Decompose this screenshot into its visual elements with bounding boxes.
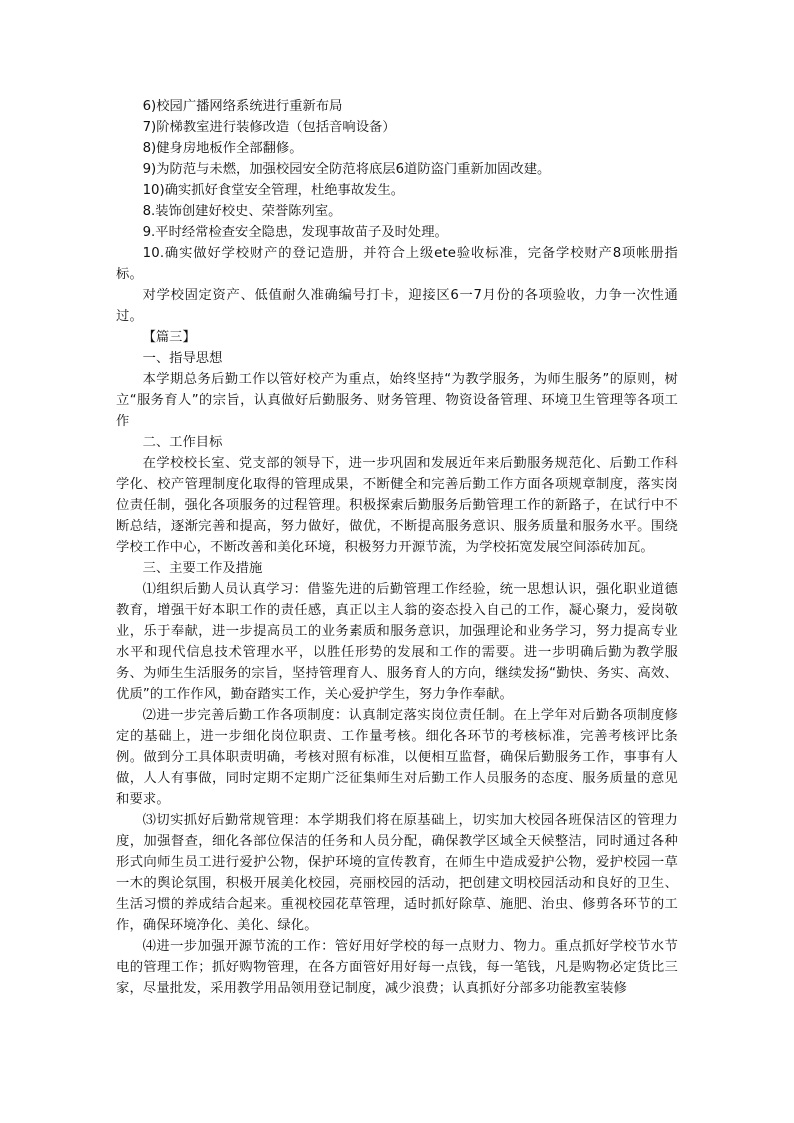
section-title: 一、指导思想 bbox=[142, 351, 223, 366]
paragraph-measure-1: ⑴组织后勤人员认真学习：借鉴先进的后勤管理工作经验，统一思想认识，强化职业道德教育，增强干好本职工作的责任感，真正以主人翁的姿态投入自己的工作，凝心聚力，爱岗敬业，乐于奉献，进一步提高员工的业务素质和服务意识，加强理论和业务学习，努力提高专业水平和现代信息技术管理水平，以胜任形势的发展和工作的需要。进一步明确后勤为教学服务、为师生生活服务的宗旨，坚持管理育人、服务育人的方向，继续发扬“勤快、务实、高效、优质”的工作作风，勤奋踏实工作，关心爱护学生，努力争作奉献。 bbox=[116, 582, 678, 702]
paragraph-measure-2: ⑵进一步完善后勤工作各项制度：认真制定落实岗位责任制。在上学年对后勤各项制度修定的基础上，进一步细化岗位职责、工作量考核。细化各环节的考核标准，完善考核评比条例。做到分工具体职责明确，考核对照有标准，以便相互监督，确保后勤服务工作，事事有人做，人人有事做，同时定期不定期广泛征集师生对后勤工作人员服务的态度、服务质量的意见和要求。 bbox=[116, 708, 678, 807]
list-item: 9.平时经常检查安全隐患，发现事故苗子及时处理。 bbox=[142, 225, 448, 240]
section-title: 二、工作目标 bbox=[142, 435, 223, 450]
section-title: 三、主要工作及措施 bbox=[142, 561, 263, 576]
list-item: 9)为防范与未燃，加强校园安全防范将底层6道防盗门重新加固改建。 bbox=[142, 162, 551, 177]
paragraph-work-goals: 在学校校长室、党支部的领导下，进一步巩固和发展近年来后勤服务规范化、后勤工作科学化、校产管理制度化取得的管理成果，不断健全和完善后勤工作方面各项规章制度，落实岗位责任制，强化各项服务的过程管理。积极探索后勤服务后勤管理工作的新路子，在试行中不断总结，逐渐完善和提高，努力做好，做优，不断提高服务意识、服务质量和服务水平。围绕学校工作中心，不断改善和美化环境，积极努力开源节流，为学校拓宽发展空间添砖加瓦。 bbox=[116, 456, 678, 555]
list-item: 7)阶梯教室进行装修改造（包括音响设备） bbox=[142, 120, 396, 135]
paragraph-guiding-principle: 本学期总务后勤工作以管好校产为重点，始终坚持“为教学服务，为师生服务”的原则，树立“服务育人”的宗旨，认真做好后勤服务、财务管理、物资设备管理、环境卫生管理等各项工作 bbox=[116, 372, 678, 429]
document-page bbox=[116, 96, 678, 999]
paragraph-measure-4: ⑷进一步加强开源节流的工作：管好用好学校的每一点财力、物力。重点抓好学校节水节电的管理工作；抓好购物管理，在各方面管好用好每一点钱，每一笔钱，凡是购物必定货比三家，尽量批发，采用教学用品领用登记制度，减少浪费；认真抓好分部多功能教室装修 bbox=[116, 939, 678, 996]
paragraph-fixed-assets: 对学校固定资产、低值耐久准确编号打卡，迎接区6一7月份的各项验收，力争一次性通过。 bbox=[116, 288, 678, 324]
list-item: 8)健身房地板作全部翻修。 bbox=[142, 141, 303, 156]
list-item: 8.装饰创建好校史、荣誉陈列室。 bbox=[142, 204, 342, 219]
part-heading: 【篇三】 bbox=[142, 330, 196, 345]
paragraph-asset-registration: 10.确实做好学校财产的登记造册，并符合上级ete验收标准，完备学校财产8项帐册指标。 bbox=[116, 246, 678, 282]
list-item: 10)确实抓好食堂安全管理，杜绝事故发生。 bbox=[142, 183, 405, 198]
list-item: 6)校园广播网络系统进行重新布局 bbox=[142, 99, 343, 114]
paragraph-measure-3: ⑶切实抓好后勤常规管理：本学期我们将在原基础上，切实加大校园各班保洁区的管理力度，加强督查，细化各部位保洁的任务和人员分配，确保教学区域全天候整洁，同时通过各种形式向师生员工进行爱护公物，保护环境的宣传教育，在师生中造成爱护公物，爱护校园一草一木的舆论氛围，积极开展美化校园，亮丽校园的活动，把创建文明校园活动和良好的卫生、生活习惯的养成结合起来。重视校园花草管理，适时抓好除草、施肥、治虫、修剪各环节的工作，确保环境净化、美化、绿化。 bbox=[116, 813, 678, 933]
